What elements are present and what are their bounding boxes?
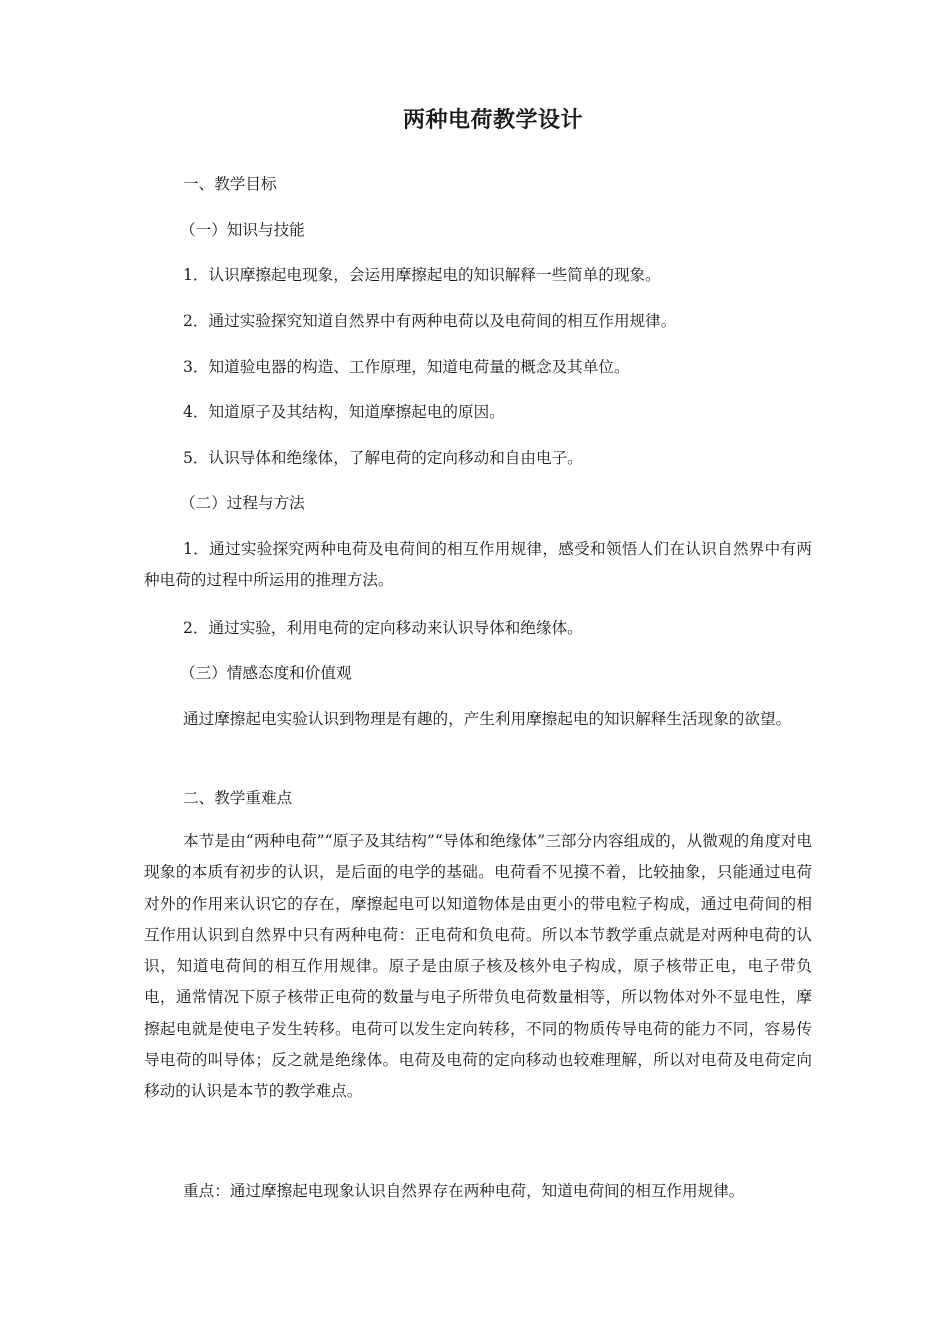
section-heading-teaching-goals: 一、教学目标 bbox=[183, 175, 277, 193]
goal-item-5: 5．认识导体和绝缘体，了解电荷的定向移动和自由电子。 bbox=[183, 449, 583, 467]
goal-item-4: 4．知道原子及其结构，知道摩擦起电的原因。 bbox=[183, 403, 505, 421]
goal-item-1: 1．认识摩擦起电现象，会运用摩擦起电的知识解释一些简单的现象。 bbox=[183, 266, 661, 284]
process-item-1: 1．通过实验探究两种电荷及电荷间的相互作用规律，感受和领悟人们在认识自然界中有两种电荷的过程中所运用的推理方法。 bbox=[144, 540, 812, 590]
process-item-2: 2．通过实验，利用电荷的定向移动来认识导体和绝缘体。 bbox=[183, 619, 583, 637]
goal-item-2: 2．通过实验探究知道自然界中有两种电荷以及电荷间的相互作用规律。 bbox=[183, 312, 677, 330]
subsection-heading-attitude-values: （三）情感态度和价值观 bbox=[180, 664, 352, 682]
subsection-heading-process-method: （二）过程与方法 bbox=[180, 494, 305, 512]
key-difficulties-paragraph: 本节是由“两种电荷”“原子及其结构”“导体和绝缘体”三部分内容组成的，从微观的角度对电现象的本质有初步的认识，是后面的电学的基础。电荷看不见摸不着，比较抽象，只能通过电荷对外的作用来认识它的存在，摩擦起电可以知道物体是由更小的带电粒子构成，通过电荷间的相互作用认识到自然界中只有两种电荷：正电荷和负电荷。所以本节教学重点就是对两种电荷的认识，知道电荷间的相互作用规律。原子是由原子核及核外电子构成，原子核带正电，电子带负电，通常情况下原子核带正电荷的数量与电子所带负电荷数量相等，所以物体对外不显电性，摩擦起电就是使电子发生转移。电荷可以发生定向转移，不同的物质传导电荷的能力不同，容易传导电荷的叫导体；反之就是绝缘体。电荷及电荷的定向移动也较难理解，所以对电荷及电荷定向移动的认识是本节的教学难点。 bbox=[144, 832, 812, 1101]
key-point-paragraph: 重点：通过摩擦起电现象认识自然界存在两种电荷，知道电荷间的相互作用规律。 bbox=[183, 1182, 745, 1200]
attitude-paragraph: 通过摩擦起电实验认识到物理是有趣的，产生利用摩擦起电的知识解释生活现象的欲望。 bbox=[183, 710, 792, 728]
document-title: 两种电荷教学设计 bbox=[402, 107, 583, 133]
goal-item-3: 3．知道验电器的构造、工作原理，知道电荷量的概念及其单位。 bbox=[183, 358, 630, 376]
subsection-heading-knowledge-skills: （一）知识与技能 bbox=[180, 221, 305, 239]
section-heading-key-difficulties: 二、教学重难点 bbox=[183, 789, 293, 807]
